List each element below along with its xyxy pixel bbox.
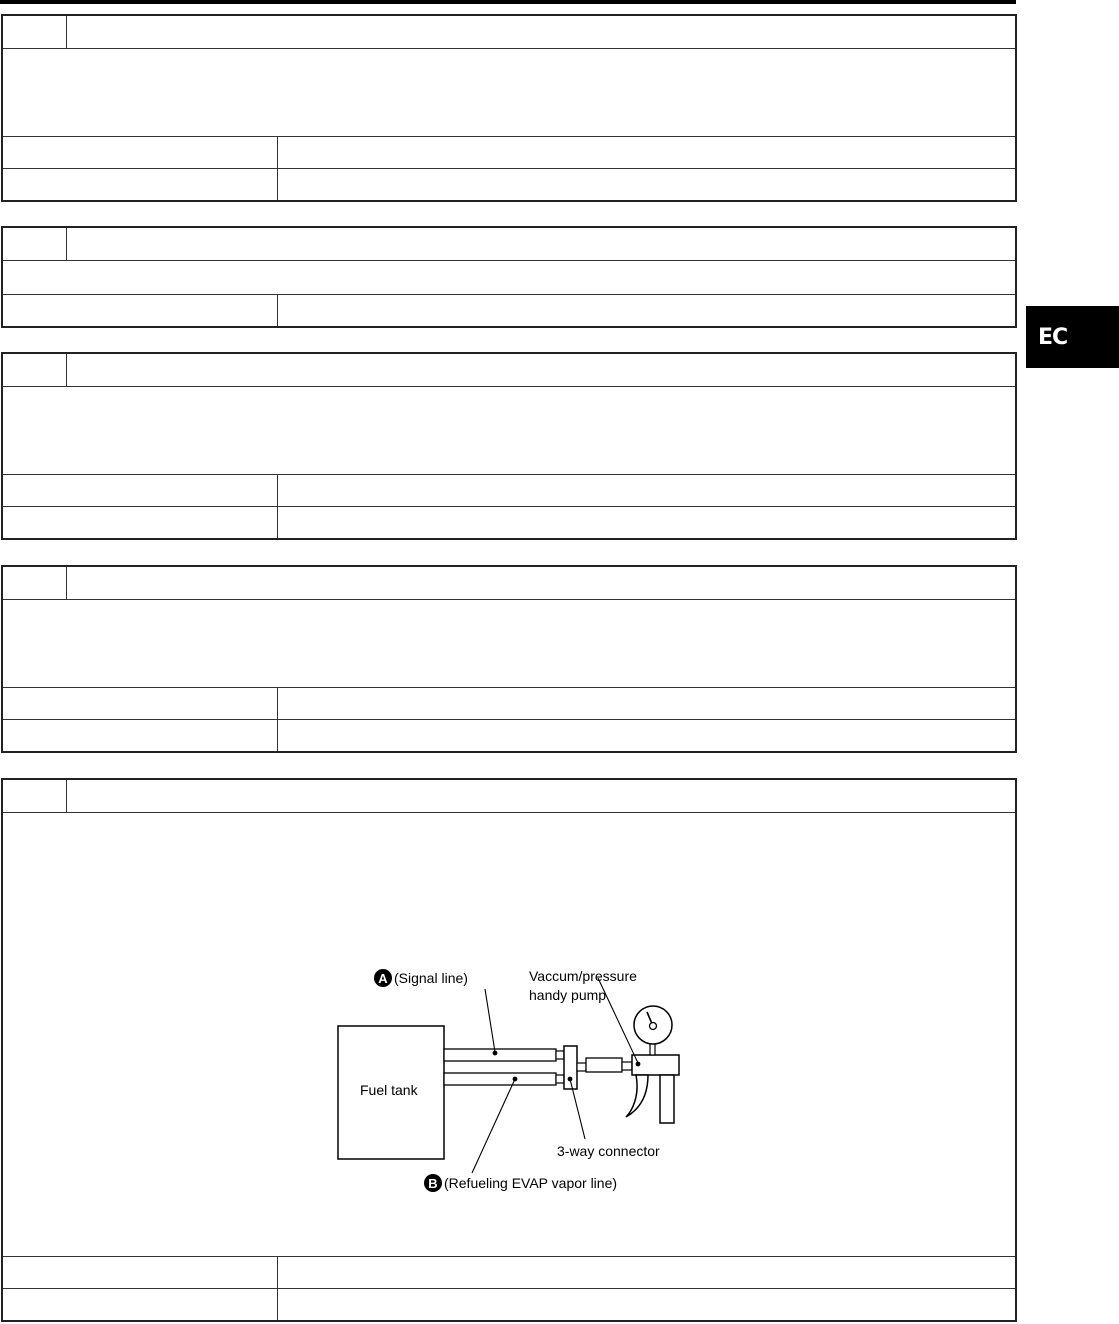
result-label-cell [3,1289,278,1320]
result-row [3,475,1015,506]
section-tab-ec[interactable] [1026,306,1119,368]
step-body [3,813,1015,1257]
signal-line-label: (Signal line) [394,970,468,986]
step-body [3,49,1015,137]
result-row [3,1288,1015,1320]
step-body [3,600,1015,688]
result-label-cell [3,1257,278,1288]
procedure-step-1 [1,14,1017,202]
evap-pressure-test-diagram [3,813,1015,1256]
step-number-cell [3,228,67,260]
step-header [3,228,1015,261]
result-label-cell [3,688,278,719]
step-header [3,567,1015,600]
result-label-cell [3,720,278,751]
result-row [3,137,1015,168]
result-row [3,688,1015,719]
procedure-step-4 [1,565,1017,753]
result-label-cell [3,507,278,538]
step-number-cell [3,780,67,812]
svg-text:A: A [378,971,388,986]
svg-text:B: B [428,1176,438,1191]
pump-trigger [626,1075,648,1117]
result-row [3,506,1015,538]
step-header [3,780,1015,813]
vapor-line-label: (Refueling EVAP vapor line) [444,1175,618,1191]
fuel-tank-label: Fuel tank [360,1082,418,1098]
result-label-cell [3,475,278,506]
pump-handle [660,1075,674,1123]
section-tab-label: EC [1038,324,1068,350]
pump-label-line2: handy pump [529,987,607,1003]
step-number-cell [3,567,67,599]
refueling-vapor-line-hose [444,1073,556,1085]
result-label-cell [3,137,278,168]
procedure-step-3 [1,352,1017,540]
procedure-step-2 [1,226,1017,328]
step-number-cell [3,16,67,48]
step-body [3,261,1015,295]
result-label-cell [3,169,278,200]
result-row [3,1257,1015,1288]
signal-line-hose [444,1049,556,1061]
result-row [3,719,1015,751]
step-body [3,387,1015,475]
result-row [3,168,1015,200]
procedure-step-5 [1,778,1017,1322]
top-rule [0,0,1016,4]
connector-label: 3-way connector [557,1143,660,1159]
result-row [3,295,1015,326]
result-label-cell [3,295,278,326]
step-header [3,354,1015,387]
step-number-cell [3,354,67,386]
pump-label-line1: Vaccum/pressure [529,968,637,984]
step-header [3,16,1015,49]
